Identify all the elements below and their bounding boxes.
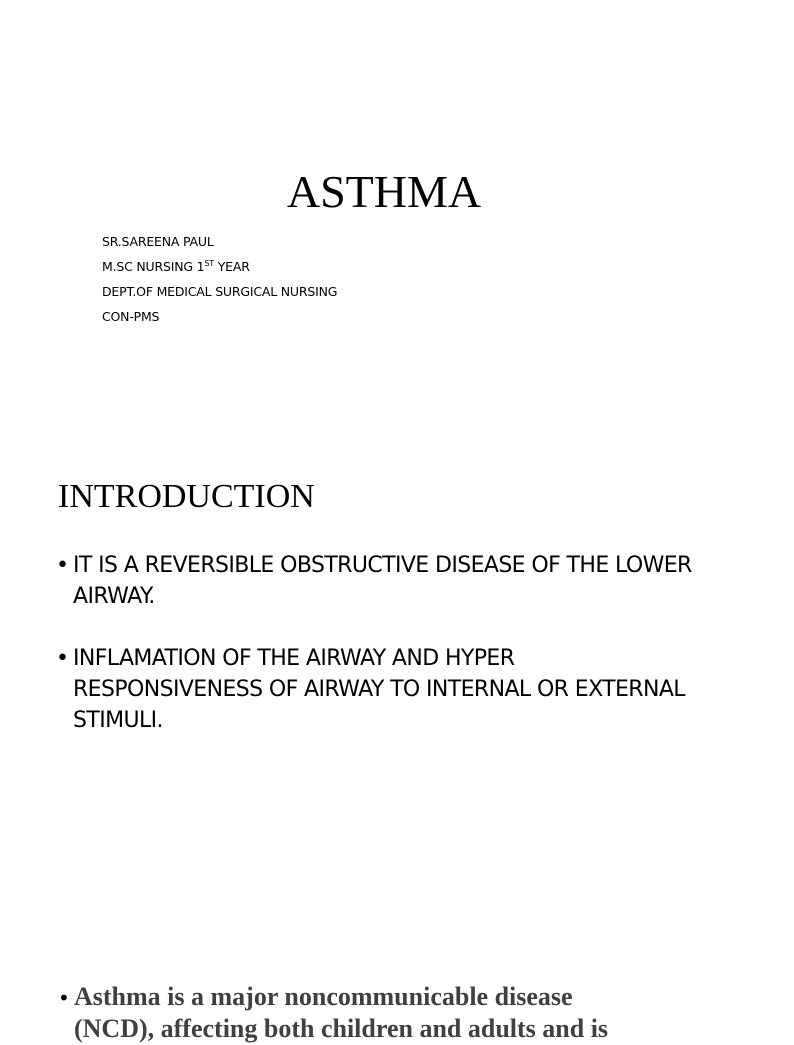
title-slide: [0, 0, 768, 420]
bullet-item: [56, 643, 696, 736]
bullet-text: INFLAMATION OF THE AIRWAY AND HYPER RESPONSIVENESS OF AIRWAY TO INTERNAL OR EXTERNAL STIMULI.: [73, 646, 685, 733]
slide-title: ASTHMA: [286, 166, 482, 217]
institution-name: CON-PMS: [102, 309, 160, 324]
course-suffix: YEAR: [213, 259, 250, 274]
overview-slide: [0, 840, 768, 1043]
bullet-text-line-1: Asthma is a major noncommunicable disease: [74, 982, 573, 1011]
bullet-icon: •: [58, 986, 70, 1010]
bullet-icon: •: [56, 646, 69, 671]
bullet-text-line-2: (NCD), affecting both children and adults and is: [74, 1014, 609, 1043]
course-superscript: ST: [204, 259, 214, 268]
bullet-item: [58, 981, 794, 1045]
bullet-icon: •: [56, 553, 69, 578]
introduction-slide: [0, 420, 768, 840]
bullet-item: [56, 550, 696, 612]
bullet-list: [56, 550, 696, 767]
course-prefix: M.SC NURSING 1: [102, 259, 205, 274]
course-line: [102, 254, 337, 279]
author-name: SR.SAREENA PAUL: [102, 234, 214, 249]
bullet-text: IT IS A REVERSIBLE OBSTRUCTIVE DISEASE OF THE LOWER AIRWAY.: [73, 553, 692, 609]
department-name: DEPT.OF MEDICAL SURGICAL NURSING: [102, 284, 338, 299]
section-heading: INTRODUCTION: [58, 478, 315, 515]
presenter-info: [102, 229, 337, 329]
